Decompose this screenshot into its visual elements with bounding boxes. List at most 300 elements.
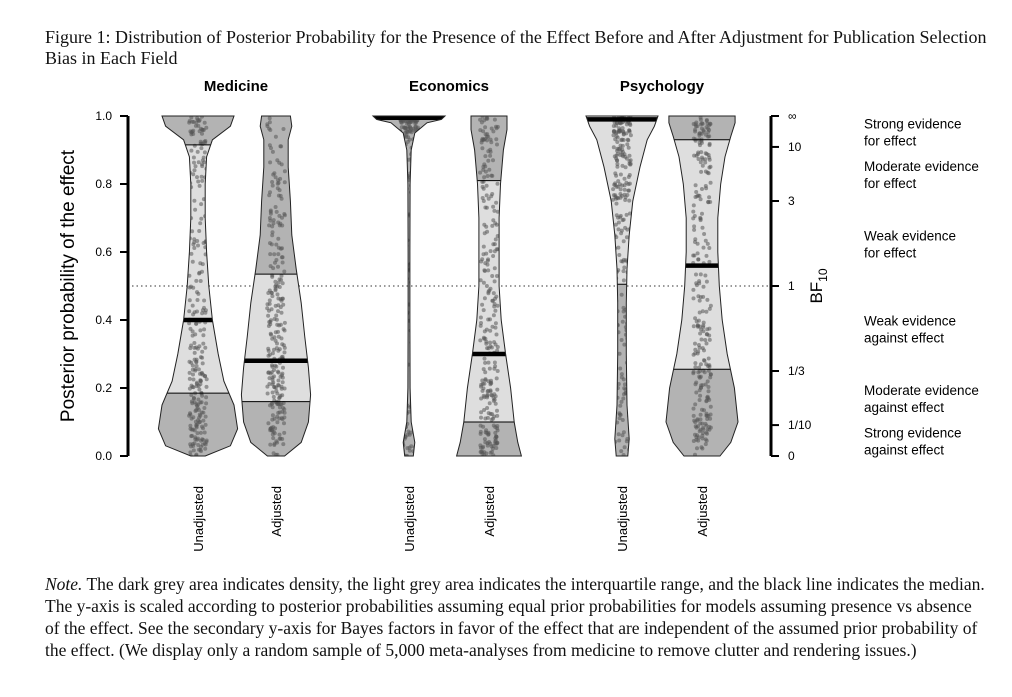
violin-point — [622, 218, 626, 222]
violin-point — [481, 389, 485, 393]
violin-point — [698, 131, 702, 135]
violin-point — [399, 138, 403, 142]
violin-point — [483, 361, 487, 365]
violin-point — [627, 189, 631, 193]
violin-point — [622, 138, 626, 142]
violin-point — [278, 144, 282, 148]
violin-point — [268, 443, 272, 447]
violin-point — [698, 299, 702, 303]
violin-point — [700, 447, 704, 451]
violin-point — [399, 399, 403, 403]
violin-point — [708, 338, 712, 342]
violin-point — [275, 210, 279, 214]
violin-point — [415, 235, 419, 239]
violin-point — [693, 348, 697, 352]
violin-point — [486, 259, 490, 263]
violin-point — [201, 411, 205, 415]
violin-point — [194, 124, 198, 128]
violin-point — [708, 158, 712, 162]
violin-point — [276, 303, 280, 307]
violin-point — [483, 154, 487, 158]
violin-point — [495, 126, 499, 130]
violin-point — [414, 410, 418, 414]
violin-point — [696, 258, 700, 262]
violin-point — [400, 382, 404, 386]
violin-point — [192, 161, 196, 165]
violin-point — [275, 420, 279, 424]
violin-point — [282, 415, 286, 419]
secondary-tick-label: 10 — [788, 139, 802, 154]
violin-point — [265, 306, 269, 310]
violin-point — [699, 197, 703, 201]
violin-point — [267, 193, 271, 197]
violin-point — [494, 343, 498, 347]
violin-point — [615, 140, 619, 144]
violin-point — [400, 307, 404, 311]
violin-point — [484, 340, 488, 344]
violin-point — [483, 329, 487, 333]
violin-point — [411, 204, 415, 208]
violin-point — [698, 311, 702, 315]
violin-point — [700, 434, 704, 438]
violin-point — [619, 449, 623, 453]
violin-point — [190, 434, 194, 438]
violin-point — [694, 183, 698, 187]
violin-point — [692, 414, 696, 418]
violin-point — [410, 188, 414, 192]
violin-point — [479, 260, 483, 264]
violin-point — [621, 418, 625, 422]
violin-point — [612, 325, 616, 329]
violin-point — [400, 256, 404, 260]
y-tick-label: 0.2 — [95, 381, 112, 395]
violin-point — [627, 175, 631, 179]
violin-point — [496, 182, 500, 186]
y-tick-label: 1.0 — [95, 109, 112, 123]
violin-point — [409, 404, 413, 408]
violin-point — [692, 407, 696, 411]
violin-point — [188, 387, 192, 391]
violin-point — [188, 424, 192, 428]
violin-point — [705, 412, 709, 416]
violin-point — [399, 295, 403, 299]
violin-point — [414, 170, 418, 174]
violin-point — [485, 132, 489, 136]
violin-point — [482, 199, 486, 203]
violin-point — [409, 262, 413, 266]
violin-point — [412, 322, 416, 326]
violin-point — [482, 336, 486, 340]
violin-point — [693, 237, 697, 241]
violin-point — [282, 431, 286, 435]
violin-point — [622, 269, 626, 273]
violin-point — [411, 337, 415, 341]
violin-point — [266, 392, 270, 396]
evidence-label: Moderate evidence — [864, 158, 979, 174]
violin-point — [268, 219, 272, 223]
violin-point — [483, 296, 487, 300]
violin-point — [628, 154, 632, 158]
violin-point — [698, 398, 702, 402]
violin-point — [611, 280, 615, 284]
violin-point — [402, 356, 406, 360]
violin-point — [270, 294, 274, 298]
violin-point — [482, 187, 486, 191]
evidence-label: Weak evidence — [864, 228, 957, 244]
violin-point — [702, 348, 706, 352]
violin-point — [708, 142, 712, 146]
violin-point — [199, 202, 203, 206]
violin-point — [276, 237, 280, 241]
violin-point — [493, 309, 497, 313]
violin-point — [620, 375, 624, 379]
violin-point — [200, 164, 204, 168]
violin-point — [205, 385, 209, 389]
violin-point — [268, 252, 272, 256]
violin-point — [203, 150, 207, 154]
violin-point — [709, 405, 713, 409]
violin-point — [268, 116, 272, 120]
violin-point — [269, 264, 273, 268]
violin-point — [282, 421, 286, 425]
violin-point — [413, 249, 417, 253]
violin-point — [622, 132, 626, 136]
violin-point — [414, 431, 418, 435]
violin-point — [490, 174, 494, 178]
violin-point — [493, 242, 497, 246]
violin-point — [280, 216, 284, 220]
violin-point — [706, 242, 710, 246]
violin-point — [189, 252, 193, 256]
violin-point — [699, 328, 703, 332]
violin-point — [705, 280, 709, 284]
violin-point — [612, 124, 616, 128]
violin-point — [200, 132, 204, 136]
violin-point — [495, 376, 499, 380]
violin-point — [203, 447, 207, 451]
y-tick-label: 0.0 — [95, 449, 112, 463]
violin-point — [487, 290, 491, 294]
violin-point — [400, 308, 404, 312]
violin-point — [615, 162, 619, 166]
violin-point — [694, 273, 698, 277]
violin-point — [199, 379, 203, 383]
violin-point — [615, 213, 619, 217]
x-category-label: Unadjusted — [402, 486, 417, 552]
violin-point — [402, 278, 406, 282]
violin-point — [706, 135, 710, 139]
violin-point — [398, 331, 402, 335]
violin-point — [625, 142, 629, 146]
violin-point — [613, 265, 617, 269]
violin-point — [488, 382, 492, 386]
violin-point — [188, 298, 192, 302]
violin-point — [193, 351, 197, 355]
violin-point — [197, 388, 201, 392]
violin-point — [204, 415, 208, 419]
violin-point — [612, 145, 616, 149]
violin-point — [613, 394, 617, 398]
violin-point — [194, 360, 198, 364]
violin-point — [283, 321, 287, 325]
violin-iqr — [417, 181, 561, 422]
violin-point — [415, 346, 419, 350]
violin-point — [700, 141, 704, 145]
violin-point — [275, 323, 279, 327]
violin-point — [707, 357, 711, 361]
violin-point — [188, 377, 192, 381]
violin-point — [272, 221, 276, 225]
violin-point — [490, 394, 494, 398]
violin-point — [271, 413, 275, 417]
x-category-label: Unadjusted — [615, 486, 630, 552]
violin-point — [414, 301, 418, 305]
violin-point — [416, 305, 420, 309]
secondary-tick-label: 1/10 — [788, 418, 812, 433]
violin-point — [280, 297, 284, 301]
violin-point — [188, 286, 192, 290]
violin-point — [709, 373, 713, 377]
violin-point — [193, 168, 197, 172]
violin-point — [487, 361, 491, 365]
violin-point — [201, 361, 205, 365]
violin-point — [496, 369, 500, 373]
y-tick-label: 0.8 — [95, 177, 112, 191]
violin-point — [196, 298, 200, 302]
violin-point — [271, 436, 275, 440]
violin-point — [494, 321, 498, 325]
violin-point — [489, 150, 493, 154]
violin-point — [280, 311, 284, 315]
violin-point — [693, 342, 697, 346]
violin-point — [268, 376, 272, 380]
violin-point — [198, 401, 202, 405]
violin-point — [278, 437, 282, 441]
violin-point — [486, 389, 490, 393]
violin-point — [202, 299, 206, 303]
violin-point — [702, 232, 706, 236]
violin-point — [277, 379, 281, 383]
violin-point — [628, 385, 632, 389]
violin-point — [628, 370, 632, 374]
violin-psychology-adjusted — [630, 116, 774, 457]
violin-point — [492, 415, 496, 419]
violin-point — [198, 221, 202, 225]
violin-point — [491, 158, 495, 162]
violin-point — [276, 186, 280, 190]
violin-point — [276, 265, 280, 269]
violin-point — [492, 305, 496, 309]
violin-point — [695, 446, 699, 450]
violin-point — [623, 155, 627, 159]
violin-point — [487, 168, 491, 172]
violin-point — [707, 195, 711, 199]
violin-point — [411, 355, 415, 359]
violin-point — [197, 160, 201, 164]
violin-point — [479, 430, 483, 434]
violin-point — [482, 162, 486, 166]
violin-point — [399, 190, 403, 194]
violin-point — [275, 441, 279, 445]
violin-point — [196, 292, 200, 296]
violin-point — [702, 321, 706, 325]
violin-point — [482, 268, 486, 272]
violin-point — [488, 344, 492, 348]
violin-point — [705, 118, 709, 122]
note-label: Note. — [45, 574, 83, 594]
violin-point — [196, 150, 200, 154]
violin-point — [493, 118, 497, 122]
violin-point — [478, 118, 482, 122]
violin-point — [269, 372, 273, 376]
violin-point — [695, 426, 699, 430]
violin-point — [197, 229, 201, 233]
violin-point — [272, 395, 276, 399]
violin-point — [200, 115, 204, 119]
violin-point — [618, 128, 622, 132]
violin-point — [692, 254, 696, 258]
violin-point — [481, 446, 485, 450]
violin-point — [620, 338, 624, 342]
violin-point — [619, 187, 623, 191]
violin-point — [493, 221, 497, 225]
violin-point — [628, 349, 632, 353]
violin-point — [411, 221, 415, 225]
violin-point — [203, 346, 207, 350]
violin-point — [696, 439, 700, 443]
violin-point — [629, 275, 633, 279]
violin-point — [405, 238, 409, 242]
violin-point — [414, 314, 418, 318]
violin-point — [201, 426, 205, 430]
violin-point — [495, 143, 499, 147]
violin-point — [495, 441, 499, 445]
violin-point — [204, 423, 208, 427]
violin-point — [613, 331, 617, 335]
violin-point — [483, 125, 487, 129]
violin-point — [202, 160, 206, 164]
violin-point — [281, 442, 285, 446]
violin-point — [702, 408, 706, 412]
violin-point — [399, 343, 403, 347]
violin-point — [620, 293, 624, 297]
violin-point — [192, 237, 196, 241]
violin-point — [266, 314, 270, 318]
violin-point — [694, 195, 698, 199]
violin-point — [613, 387, 617, 391]
violin-point — [203, 441, 207, 445]
violin-point — [266, 421, 270, 425]
violin-point — [202, 406, 206, 410]
violin-point — [694, 382, 698, 386]
violin-point — [276, 383, 280, 387]
violin-point — [272, 252, 276, 256]
violin-point — [478, 171, 482, 175]
violin-point — [624, 325, 628, 329]
violin-point — [617, 330, 621, 334]
violin-point — [189, 344, 193, 348]
violin-point — [399, 140, 403, 144]
violin-point — [709, 304, 713, 308]
violin-point — [483, 357, 487, 361]
violin-point — [615, 159, 619, 163]
secondary-axis-title: $BF_{10}$ — [807, 268, 830, 304]
y-tick-label: 0.4 — [95, 313, 112, 327]
violin-point — [484, 377, 488, 381]
violin-point — [628, 253, 632, 257]
violin-point — [201, 333, 205, 337]
violin-point — [400, 382, 404, 386]
violin-point — [277, 371, 281, 375]
violin-point — [415, 155, 419, 159]
violin-point — [400, 333, 404, 337]
violin-point — [491, 129, 495, 133]
violin-point — [699, 295, 703, 299]
violin-point — [699, 170, 703, 174]
violin-point — [274, 135, 278, 139]
violin-point — [194, 420, 198, 424]
violin-point — [495, 333, 499, 337]
violin-point — [622, 392, 626, 396]
violin-point — [491, 299, 495, 303]
violin-point — [415, 424, 419, 428]
violin-point — [493, 364, 497, 368]
violin-point — [496, 428, 500, 432]
secondary-tick-label: 3 — [788, 194, 795, 208]
violin-point — [696, 325, 700, 329]
violin-point — [619, 196, 623, 200]
violin-point — [484, 252, 488, 256]
violin-point — [195, 364, 199, 368]
violin-point — [628, 130, 632, 134]
violin-point — [411, 305, 415, 309]
violin-point — [283, 350, 287, 354]
violin-point — [414, 312, 418, 316]
violin-point — [199, 140, 203, 144]
violin-point — [692, 296, 696, 300]
violin-point — [702, 285, 706, 289]
violin-point — [694, 435, 698, 439]
violin-point — [191, 286, 195, 290]
violin-point — [704, 442, 708, 446]
violin-point — [704, 437, 708, 441]
violin-point — [203, 140, 207, 144]
violin-point — [415, 281, 419, 285]
violin-point — [624, 195, 628, 199]
evidence-label: for effect — [864, 175, 917, 191]
violin-point — [203, 121, 207, 125]
violin-point — [619, 121, 623, 125]
violin-point — [707, 246, 711, 250]
violin-point — [192, 341, 196, 345]
violin-point — [271, 184, 275, 188]
violin-point — [616, 386, 620, 390]
violin-point — [707, 334, 711, 338]
violin-point — [194, 322, 198, 326]
violin-point — [483, 437, 487, 441]
violin-point — [699, 272, 703, 276]
violin-point — [194, 402, 198, 406]
violin-point — [613, 337, 617, 341]
violin-point — [411, 406, 415, 410]
violin-point — [268, 143, 272, 147]
violin-point — [273, 385, 277, 389]
evidence-label: Strong evidence — [864, 425, 962, 441]
violin-point — [400, 137, 404, 141]
violin-point — [704, 170, 708, 174]
violin-point — [699, 413, 703, 417]
violin-point — [694, 190, 698, 194]
